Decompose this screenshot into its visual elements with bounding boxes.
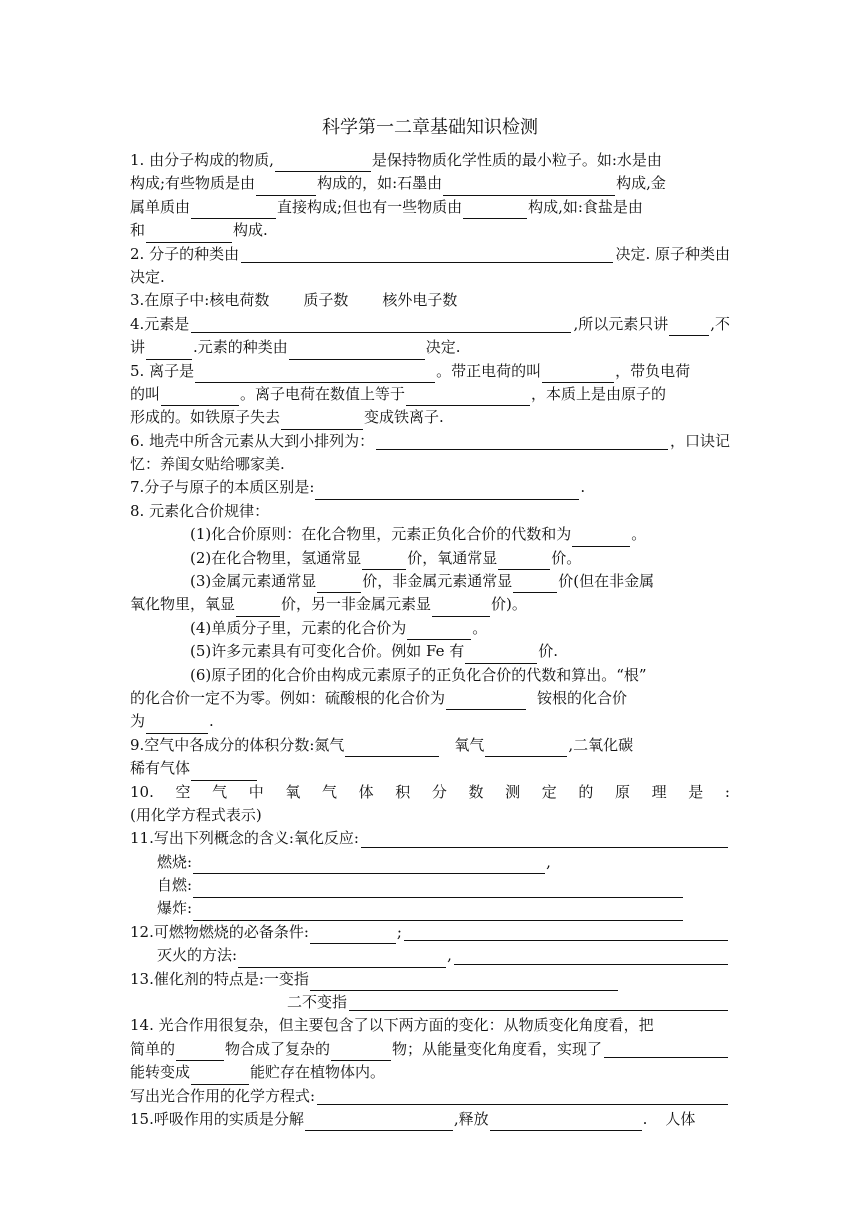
answer-blank[interactable] [498,552,550,570]
answer-blank[interactable] [317,575,361,593]
q8-rule6-cont: 的化合价一定不为零。例如：硫酸根的化合价为 铵根的化合价 [130,687,730,710]
answer-blank[interactable] [193,903,683,921]
answer-blank[interactable] [191,201,276,219]
answer-blank[interactable] [446,692,526,710]
answer-blank[interactable] [281,412,363,430]
q6-line1: 6. 地壳中所含元素从大到小排列为： ，口诀记 [130,431,730,450]
q1-line1: 1. 由分子构成的物质, 是保持物质化学性质的最小粒子。如:水是由 [130,149,730,172]
answer-line[interactable] [317,1087,728,1105]
answer-blank[interactable] [191,763,257,781]
answer-blank[interactable] [176,1043,224,1061]
q1-line4: 和 构成. [130,219,730,242]
q8-rule4: (4)单质分子里，元素的化合价为 。 [130,617,730,640]
q8-heading: 8. 元素化合价规律： [130,501,270,520]
q4-line2: 讲 .元素的种类由 决定. [130,336,730,359]
answer-blank[interactable] [146,225,232,243]
q12-conditions: 12.可燃物燃烧的必备条件: ; [130,921,730,944]
answer-blank[interactable] [463,201,527,219]
answer-line[interactable] [361,830,728,848]
answer-blank[interactable] [305,1113,453,1131]
worksheet-content [130,149,730,1131]
q14-line3: 能转变成 能贮存在植物体内。 [130,1061,730,1084]
q14-line2: 简单的 物合成了复杂的 物；从能量变化角度看，实现了 [130,1038,730,1061]
answer-line[interactable] [349,993,728,1011]
q10-line2: (用化学方程式表示) [130,805,262,824]
q1-line2: 构成;有些物质是由 构成的，如:石墨由 构成,金 [130,172,730,195]
answer-blank[interactable] [195,365,435,383]
q8-rule6: (6)原子团的化合价由构成元素原子的正负化合价的代数和算出。“根” [190,665,647,684]
q5-line3: 形成的。如铁原子失去 变成铁离子. [130,406,730,429]
q5-line1: 5. 离子是 。带正电荷的叫 ，带负电荷 [130,360,730,383]
answer-blank[interactable] [407,622,471,640]
answer-blank[interactable] [310,926,396,944]
q11-combustion: 燃烧: , [130,851,730,874]
q14-line1: 14. 光合作用很复杂，但主要包含了以下两方面的变化：从物质变化角度看，把 [130,1016,654,1035]
answer-blank[interactable] [146,716,208,734]
q11-spontaneous: 自燃: [130,874,730,897]
answer-blank[interactable] [406,388,530,406]
answer-blank[interactable] [669,318,709,336]
q8-rule2: (2)在化合物里，氢通常显 价，氧通常显 价。 [130,547,730,570]
q8-rule3: (3)金属元素通常显 价，非金属元素通常显 价(但在非金属 [130,570,730,593]
q2-line1: 2. 分子的种类由 决定. 原子种类由 [130,244,730,263]
answer-line[interactable] [454,947,728,965]
q9-line2: 稀有气体 [130,757,730,780]
answer-blank[interactable] [289,342,425,360]
q12-extinguish: 灭火的方法: , [130,944,730,967]
answer-blank[interactable] [238,950,446,968]
page-title: 科学第一二章基础知识检测 [322,117,538,138]
answer-blank[interactable] [432,599,490,617]
answer-blank[interactable] [345,739,439,757]
q11-oxidation: 11.写出下列概念的含义:氧化反应: [130,827,730,850]
answer-blank[interactable] [485,739,567,757]
answer-blank[interactable] [513,575,557,593]
q4-line1: 4.元素是 ,所以元素只讲 ,不 [130,313,730,336]
answer-blank[interactable] [362,552,406,570]
q8-rule5: (5)许多元素具有可变化合价。例如 Fe 有 价. [130,640,730,663]
q5-line2: 的叫 。离子电荷在数值上等于 ，本质上是由原子的 [130,383,730,406]
q13-line1: 13.催化剂的特点是:一变指 [130,968,730,991]
answer-blank[interactable] [465,646,537,664]
answer-line[interactable] [376,432,668,450]
answer-blank[interactable] [331,1043,391,1061]
answer-blank[interactable] [161,388,239,406]
q3-line: 3.在原子中:核电荷数 质子数 核外电子数 [130,291,458,310]
answer-blank[interactable] [315,482,579,500]
q15-line1: 15.呼吸作用的实质是分解 ,释放 . 人体 [130,1108,730,1131]
answer-blank[interactable] [572,529,630,547]
q2-line2: 决定. [130,267,165,286]
answer-blank[interactable] [310,973,618,991]
answer-blank[interactable] [542,365,614,383]
answer-line[interactable] [404,923,728,941]
q8-rule6-end: 为 . [130,710,730,733]
answer-line[interactable] [604,1040,728,1058]
q8-rule3-cont: 氧化物里，氧显 价，另一非金属元素显 价)。 [130,593,730,616]
answer-blank[interactable] [146,342,192,360]
answer-blank[interactable] [256,178,316,196]
answer-blank[interactable] [443,178,615,196]
q13-line2: 二不变指 [130,991,730,1014]
answer-line[interactable] [191,315,571,333]
q9-line1: 9.空气中各成分的体积分数:氮气 氧气 ,二氧化碳 [130,734,730,757]
q10-line1: 10. 空 气 中 氧 气 体 积 分 数 测 定 的 原 理 是 : [130,782,730,801]
answer-blank[interactable] [191,1067,249,1085]
answer-line[interactable] [241,245,613,263]
q6-line2: 忆：养闺女贴给哪家美. [130,455,285,474]
answer-blank[interactable] [275,154,371,172]
q14-equation: 写出光合作用的化学方程式: [130,1085,730,1108]
answer-blank[interactable] [490,1113,642,1131]
answer-blank[interactable] [193,880,683,898]
q7-line: 7.分子与原子的本质区别是: . [130,476,730,499]
answer-blank[interactable] [193,856,545,874]
q8-rule1: (1)化合价原则：在化合物里，元素正负化合价的代数和为 。 [130,523,730,546]
q1-line3: 属单质由 直接构成;但也有一些物质由 构成,如:食盐是由 [130,196,730,219]
q11-explosion: 爆炸: [130,898,730,921]
answer-blank[interactable] [236,599,280,617]
